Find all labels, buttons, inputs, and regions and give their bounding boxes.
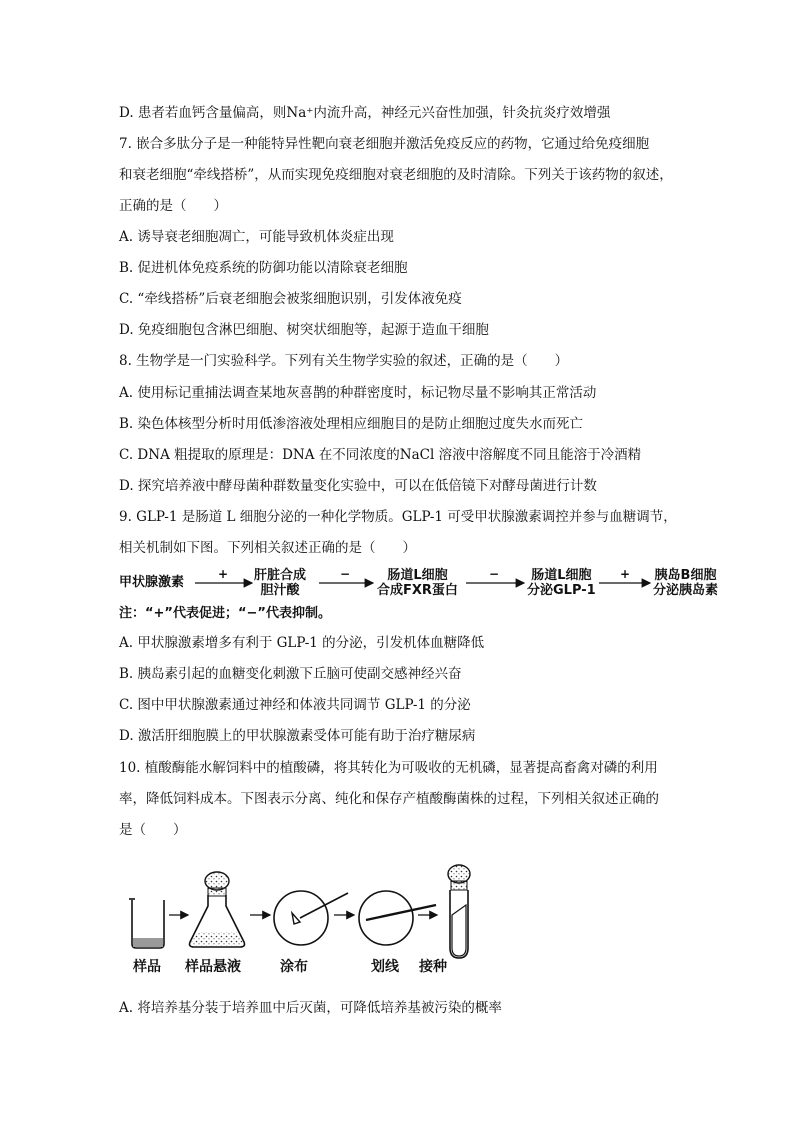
flow-note: 注：“+”代表促进；“−”代表抑制。: [119, 606, 331, 621]
flow-sign-2: −: [340, 567, 351, 581]
flask-icon: [190, 872, 245, 947]
flow-node-fxr-line1: 肠道L细胞: [387, 568, 448, 583]
flow-sign-4: +: [620, 567, 631, 581]
label-streak: 划线: [371, 959, 399, 975]
flow-node-liver-line1: 肝脏合成: [254, 568, 307, 583]
option-7b: B. 促进机体免疫系统的防御功能以清除衰老细胞: [119, 260, 408, 276]
beaker-icon: [129, 899, 164, 948]
question-10-stem-3: 是（ ）: [119, 822, 187, 838]
flow-node-liver-line2: 胆汁酸: [260, 583, 300, 598]
question-10-stem-2: 率，降低饲料成本。下图表示分离、纯化和保存产植酸酶菌株的过程，下列相关叙述正确的: [119, 791, 659, 807]
flow-node-fxr-line2: 合成FXR蛋白: [377, 583, 458, 598]
question-7-stem-2: 和衰老细胞“牵线搭桥”，从而实现免疫细胞对衰老细胞的及时清除。下列关于该药物的叙述，: [119, 167, 673, 183]
option-9d: D. 激活肝细胞膜上的甲状腺激素受体可能有助于治疗糖尿病: [119, 728, 476, 744]
test-tube-icon: [448, 865, 470, 958]
option-8a: A. 使用标记重捕法调查某地灰喜鹊的种群密度时，标记物尽量不影响其正常活动: [119, 385, 597, 401]
option-7c: C. “牵线搭桥”后衰老细胞会被浆细胞识别，引发体液免疫: [119, 291, 462, 307]
option-10a: A. 将培养基分装于培养皿中后灭菌，可降低培养基被污染的概率: [119, 1000, 502, 1016]
option-8d: D. 探究培养液中酵母菌种群数量变化实验中，可以在低倍镜下对酵母菌进行计数: [119, 478, 597, 494]
label-suspension: 样品悬液: [185, 959, 241, 975]
spread-plate-icon: [274, 891, 348, 945]
option-9a: A. 甲状腺激素增多有利于 GLP-1 的分泌，引发机体血糖降低: [119, 635, 485, 651]
option-7a: A. 诱导衰老细胞凋亡，可能导致机体炎症出现: [119, 229, 394, 245]
flow-node-insulin-line2: 分泌胰岛素: [653, 583, 719, 598]
label-sample: 样品: [133, 959, 161, 975]
streak-plate-icon: [359, 891, 436, 945]
label-spread: 涂布: [280, 959, 308, 975]
flow-sign-3: −: [489, 567, 500, 581]
option-8b: B. 染色体核型分析时用低渗溶液处理相应细胞目的是防止细胞过度失水而死亡: [119, 416, 584, 432]
flow-node-glp1-line2: 分泌GLP-1: [527, 583, 596, 598]
flow-node-thyroid: 甲状腺激素: [119, 575, 185, 590]
label-inoculate: 接种: [419, 959, 447, 975]
option-9c: C. 图中甲状腺激素通过神经和体液共同调节 GLP-1 的分泌: [119, 697, 471, 713]
flow-sign-1: +: [218, 567, 229, 581]
option-6d: D. 患者若血钙含量偏高，则Na⁺内流升高，神经元兴奋性加强，针灸抗炎疗效增强: [119, 105, 611, 121]
question-10-stem-1: 10. 植酸酶能水解饲料中的植酸磷，将其转化为可吸收的无机磷，显著提高畜禽对磷的利用: [119, 760, 658, 776]
question-7-stem-1: 7. 嵌合多肽分子是一种能特异性靶向衰老细胞并激活免疫反应的药物，它通过给免疫细胞: [119, 136, 650, 152]
question-7-stem-3: 正确的是（ ）: [119, 198, 227, 214]
flow-node-insulin-line1: 胰岛B细胞: [654, 568, 717, 583]
question-8-stem: 8. 生物学是一门实验科学。下列有关生物学实验的叙述，正确的是（ ）: [119, 353, 569, 369]
question-9-stem-1: 9. GLP-1 是肠道 L 细胞分泌的一种化学物质。GLP-1 可受甲状腺激素调控并参与血糖调节，: [119, 509, 677, 525]
option-9b: B. 胰岛素引起的血糖变化刺激下丘脑可使副交感神经兴奋: [119, 666, 462, 682]
flow-node-glp1-line1: 肠道L细胞: [531, 568, 592, 583]
option-7d: D. 免疫细胞包含淋巴细胞、树突状细胞等，起源于造血干细胞: [119, 322, 489, 338]
option-8c: C. DNA 粗提取的原理是：DNA 在不同浓度的NaCl 溶液中溶解度不同且能溶于冷酒精: [119, 447, 642, 463]
question-9-stem-2: 相关机制如下图。下列相关叙述正确的是（ ）: [119, 540, 416, 556]
